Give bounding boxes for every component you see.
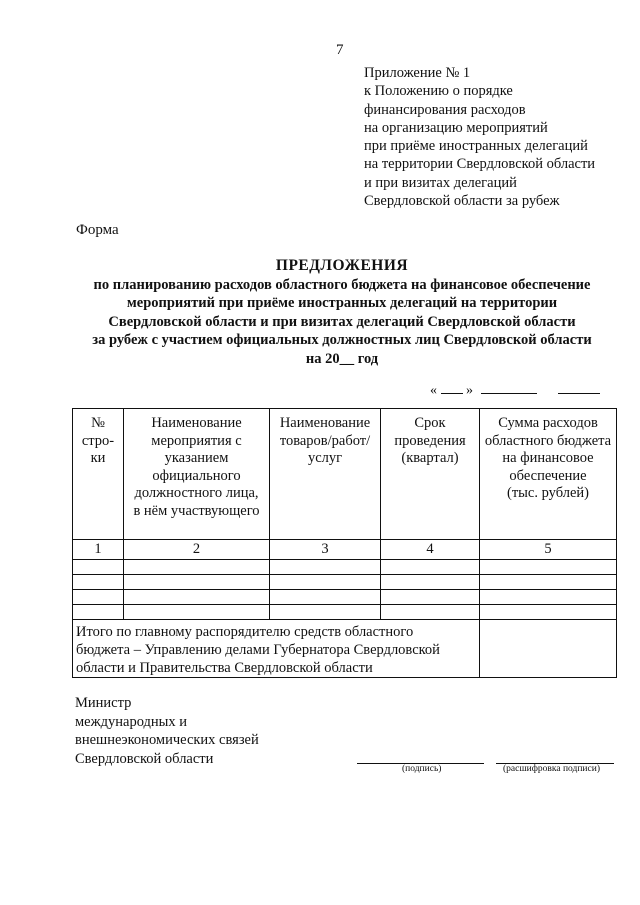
empty-cell xyxy=(270,589,381,604)
signatory-line: международных и xyxy=(75,713,188,730)
title-line: на 20__ год xyxy=(305,350,379,367)
title-heading: ПРЕДЛОЖЕНИЯ xyxy=(275,257,409,274)
column-number: 3 xyxy=(270,540,381,560)
appendix-line: к Положению о порядке xyxy=(364,83,513,100)
empty-cell xyxy=(124,574,270,589)
signatory-line: Свердловской области xyxy=(75,750,214,767)
empty-cell xyxy=(381,589,480,604)
form-label: Форма xyxy=(76,222,119,238)
empty-cell xyxy=(270,574,381,589)
empty-cell xyxy=(480,574,617,589)
signature-caption: (подпись) xyxy=(402,764,442,774)
empty-cell xyxy=(73,604,124,619)
column-number: 1 xyxy=(73,540,124,560)
header-cell-goods-name: Наименование товаров/работ/ услуг xyxy=(270,409,381,540)
date-line xyxy=(430,380,600,399)
column-number-row xyxy=(73,540,617,560)
column-number: 5 xyxy=(480,540,617,560)
total-value-cell xyxy=(480,619,617,677)
empty-cell xyxy=(270,604,381,619)
month-blank xyxy=(481,380,537,394)
table-row xyxy=(73,604,617,619)
decoding-caption: (расшифровка подписи) xyxy=(503,764,600,774)
table-row xyxy=(73,574,617,589)
empty-cell xyxy=(381,559,480,574)
year-blank xyxy=(558,380,600,394)
title-line: мероприятий при приёме иностранных делегаций на территории xyxy=(126,295,558,311)
day-blank xyxy=(441,380,463,394)
empty-cell xyxy=(480,559,617,574)
empty-cell xyxy=(480,604,617,619)
empty-cell xyxy=(124,604,270,619)
title-line: Свердловской области и при визитах делегаций Свердловской области xyxy=(108,313,576,330)
signatory-line: внешнеэкономических связей xyxy=(75,732,259,748)
empty-cell xyxy=(270,559,381,574)
empty-cell xyxy=(73,559,124,574)
empty-cell xyxy=(381,574,480,589)
signatory-line: Министр xyxy=(75,695,132,711)
header-cell-term: Срок проведения (квартал) xyxy=(381,409,480,540)
empty-cell xyxy=(381,604,480,619)
date-open-quote: « xyxy=(430,383,437,398)
appendix-line: Приложение № 1 xyxy=(364,65,471,81)
date-close-quote: » xyxy=(466,383,473,398)
table-row xyxy=(73,559,617,574)
total-label: Итого по главному распорядителю средств областного бюджета – Управлению делами Губернатора Свердловской области и Правительства Свердловской области xyxy=(73,619,480,677)
column-number: 4 xyxy=(381,540,480,560)
header-cell-row-number: № стро- ки xyxy=(73,409,124,540)
appendix-line: и при визитах делегаций xyxy=(364,174,517,191)
appendix-line: при приёме иностранных делегаций xyxy=(364,138,588,155)
table-row xyxy=(73,589,617,604)
expense-table xyxy=(72,408,617,678)
table-header-row xyxy=(73,409,617,540)
signatory-block xyxy=(75,694,259,768)
header-cell-expense-sum: Сумма расходов областного бюджета на финансовое обеспечение (тыс. рублей) xyxy=(480,409,617,540)
appendix-line: финансирования расходов xyxy=(364,101,526,118)
appendix-line: на территории Свердловской области xyxy=(364,156,596,173)
column-number: 2 xyxy=(124,540,270,560)
title-line: за рубеж с участием официальных должностных лиц Свердловской области xyxy=(92,332,592,348)
title-line: по планированию расходов областного бюджета на финансовое обеспечение xyxy=(93,276,591,293)
empty-cell xyxy=(73,589,124,604)
empty-cell xyxy=(73,574,124,589)
total-row xyxy=(73,619,617,677)
header-cell-event-name: Наименование мероприятия с указанием официального должностного лица, в нём участвующего xyxy=(124,409,270,540)
appendix-line: на организацию мероприятий xyxy=(364,119,548,136)
empty-cell xyxy=(480,589,617,604)
page-number: 7 xyxy=(336,42,344,58)
empty-cell xyxy=(124,559,270,574)
empty-cell xyxy=(124,589,270,604)
document-title xyxy=(60,257,624,368)
appendix-block xyxy=(364,64,595,210)
appendix-line: Свердловской области за рубеж xyxy=(364,193,560,210)
